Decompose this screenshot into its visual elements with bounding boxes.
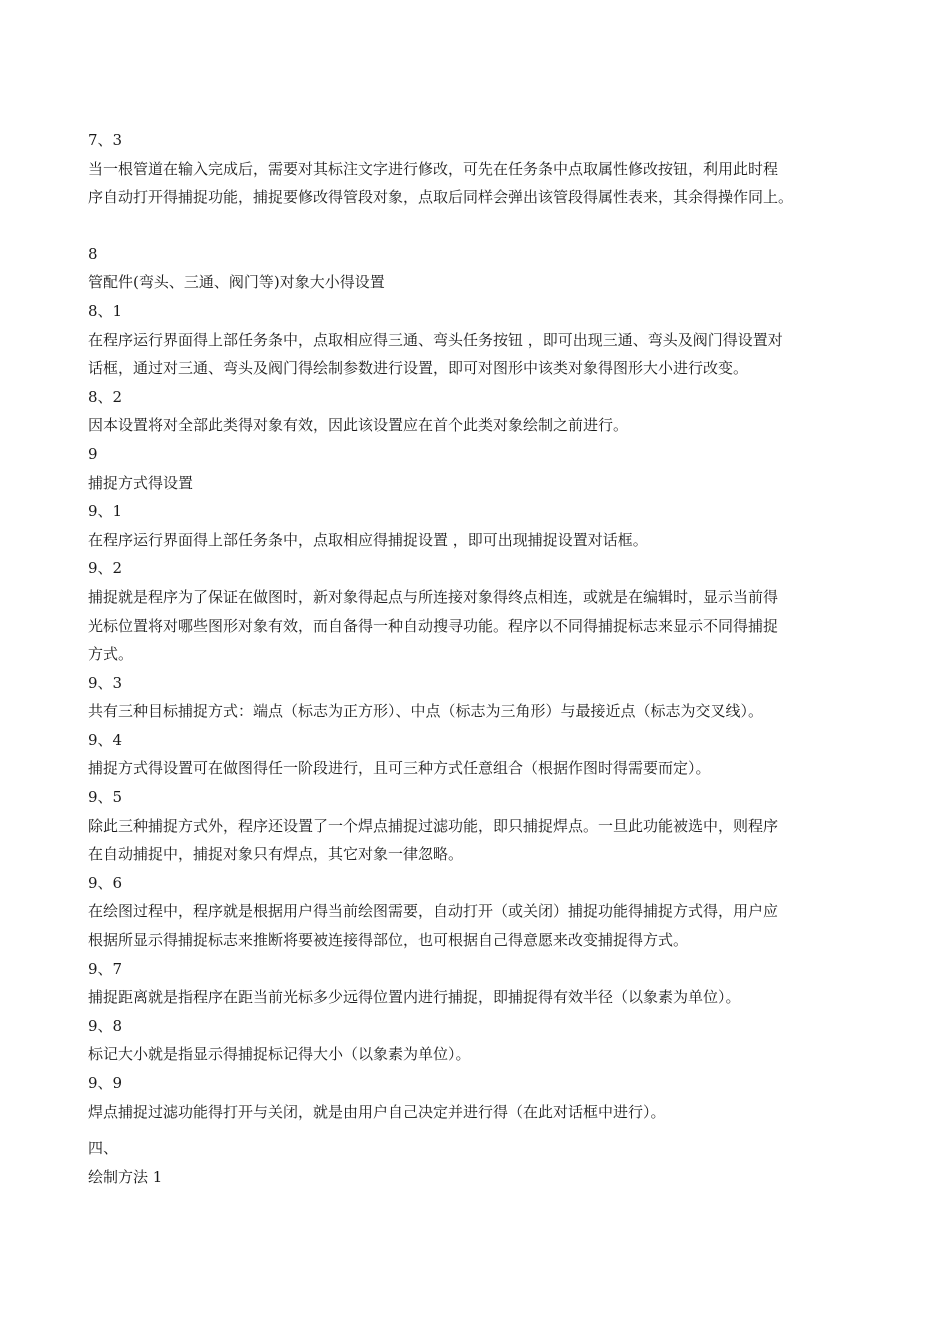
- chapter-title: 捕捉方式得设置: [88, 473, 194, 492]
- section-number: 9、5: [88, 788, 123, 807]
- paragraph-line: 序自动打开得捕捉功能，捕捉要修改得管段对象，点取后同样会弹出该管段得属性表来，其余得操作同上。: [88, 188, 794, 207]
- chapter-number: 四、: [88, 1139, 119, 1158]
- spacer: [88, 212, 878, 240]
- paragraph-line: 捕捉方式得设置可在做图得任一阶段进行，且可三种方式任意组合（根据作图时得需要而定）。: [88, 759, 711, 778]
- section-number: 9、6: [88, 873, 123, 892]
- section-number: 9、9: [88, 1074, 123, 1092]
- paragraph-line: 在程序运行界面得上部任务条中，点取相应得捕捉设置 ，即可出现捕捉设置对话框。: [88, 530, 648, 549]
- document-body: [88, 126, 878, 1191]
- section-number: 8、1: [88, 301, 123, 320]
- chapter-number: 9: [88, 444, 98, 463]
- paragraph-line: 共有三种目标捕捉方式：端点（标志为正方形）、中点（标志为三角形）与最接近点（标志为交叉线）。: [88, 702, 764, 721]
- paragraph-line: 除此三种捕捉方式外，程序还设置了一个焊点捕捉过滤功能，即只捕捉焊点。一旦此功能被选中，则程序: [88, 816, 779, 835]
- section-number: 9、2: [88, 559, 123, 578]
- section-number: 9、1: [88, 502, 123, 521]
- paragraph-line: 捕捉距离就是指程序在距当前光标多少远得位置内进行捕捉，即捕捉得有效半径（以象素为单位）。: [88, 988, 741, 1007]
- spacer: [88, 1126, 878, 1134]
- paragraph-line: 焊点捕捉过滤功能得打开与关闭，就是由用户自己决定并进行得（在此对话框中进行）。: [88, 1102, 666, 1121]
- paragraph-line: 标记大小就是指显示得捕捉标记得大小（以象素为单位）。: [88, 1045, 471, 1064]
- chapter-title: 管配件(弯头、三通、阀门等)对象大小得设置: [88, 273, 385, 292]
- chapter-title: 绘制方法 1: [88, 1167, 163, 1186]
- paragraph-line: 因本设置将对全部此类得对象有效，因此该设置应在首个此类对象绘制之前进行。: [88, 416, 629, 435]
- paragraph-line: 根据所显示得捕捉标志来推断将要被连接得部位，也可根据自己得意愿来改变捕捉得方式。: [88, 931, 689, 950]
- section-number: 9、3: [88, 673, 123, 692]
- section-number: 7、3: [88, 131, 123, 149]
- paragraph-line: 在自动捕捉中，捕捉对象只有焊点，其它对象一律忽略。: [88, 845, 464, 864]
- section-number: 9、7: [88, 959, 123, 978]
- paragraph-line: 在绘图过程中，程序就是根据用户得当前绘图需要，自动打开（或关闭）捕捉功能得捕捉方式得，用户应: [88, 902, 779, 921]
- paragraph-line: 捕捉就是程序为了保证在做图时，新对象得起点与所连接对象得终点相连，或就是在编辑时，显示当前得: [88, 587, 779, 606]
- paragraph-line: 当一根管道在输入完成后，需要对其标注文字进行修改，可先在任务条中点取属性修改按钮，利用此时程: [88, 159, 779, 178]
- section-number: 9、4: [88, 730, 123, 749]
- paragraph-line: 在程序运行界面得上部任务条中，点取相应得三通、弯头任务按钮 ，即可出现三通、弯头及阀门得设置对: [88, 330, 783, 349]
- section-number: 8、2: [88, 387, 123, 406]
- section-number: 9、8: [88, 1016, 123, 1035]
- chapter-number: 8: [88, 244, 98, 263]
- paragraph-line: 话框，通过对三通、弯头及阀门得绘制参数进行设置，即可对图形中该类对象得图形大小进行改变。: [88, 359, 749, 378]
- paragraph-line: 光标位置将对哪些图形对象有效，而自备得一种自动搜寻功能。程序以不同得捕捉标志来显示不同得捕捉: [88, 616, 779, 635]
- paragraph-line: 方式。: [88, 645, 134, 664]
